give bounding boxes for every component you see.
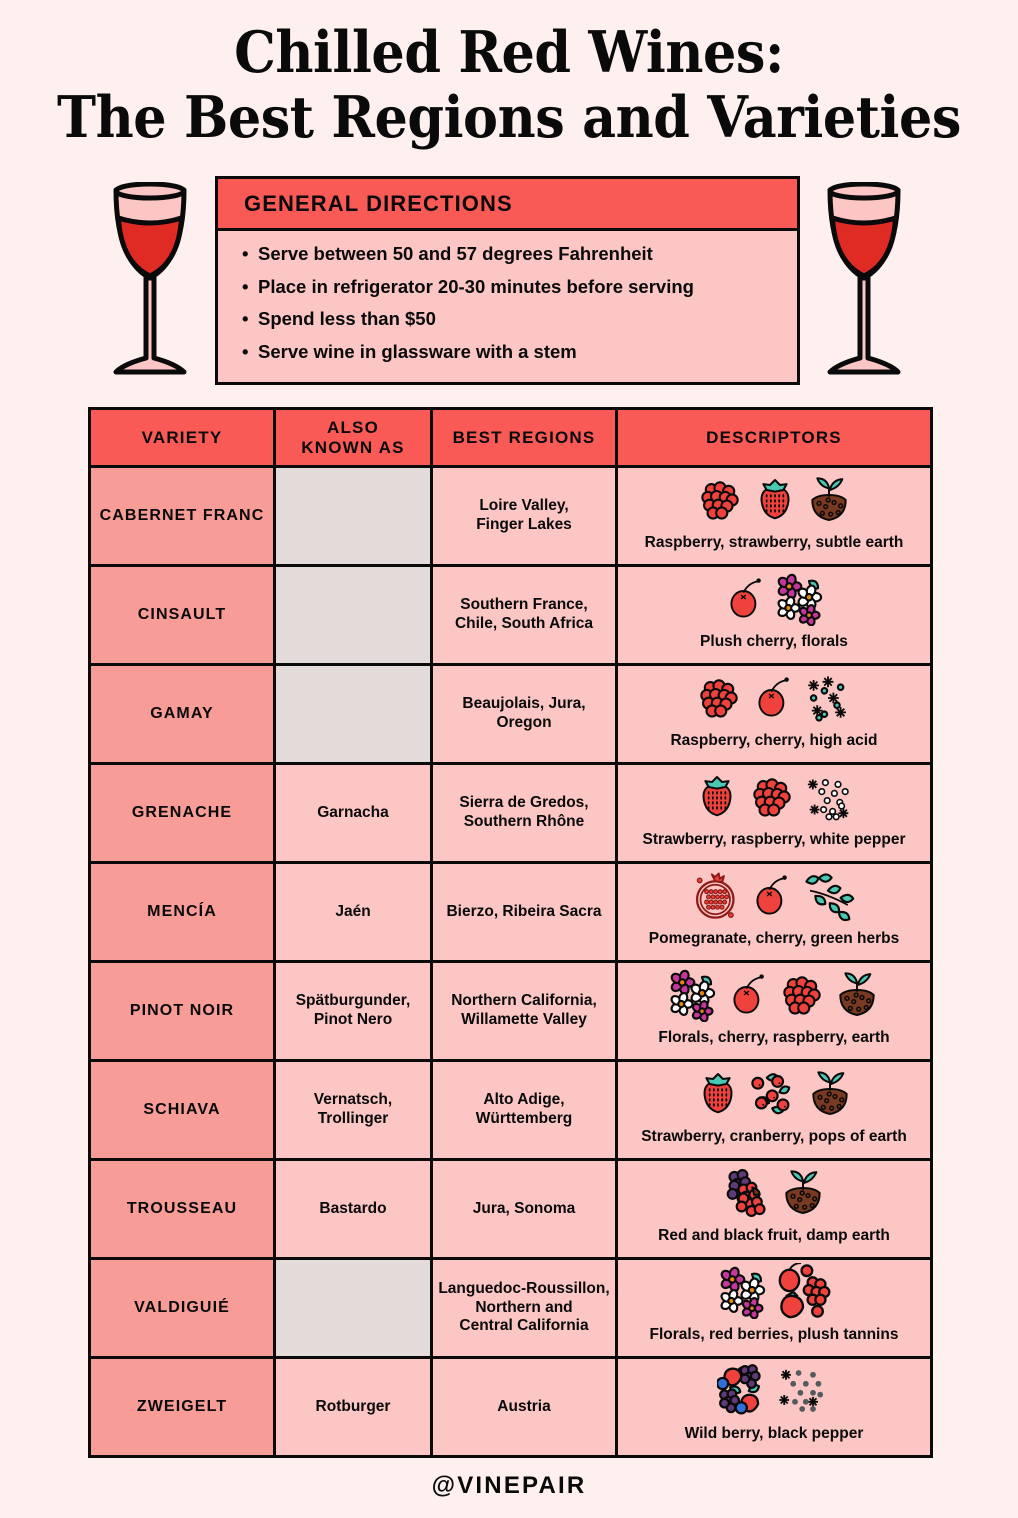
raspberry-icon — [694, 474, 746, 531]
cranberry-icon — [747, 1067, 801, 1126]
cell-best-regions: Northern California, Willamette Valley — [432, 962, 617, 1061]
table-row — [90, 764, 932, 863]
cell-also-known-as: Jaén — [275, 863, 432, 962]
cell-best-regions: Southern France, Chile, South Africa — [432, 566, 617, 665]
title-line-2: The Best Regions and Varieties — [57, 84, 961, 151]
general-directions-title: GENERAL DIRECTIONS — [244, 190, 513, 216]
descriptor-content — [618, 1361, 930, 1454]
cell-descriptors — [617, 764, 932, 863]
table-row — [90, 863, 932, 962]
table-body — [90, 467, 932, 1457]
list-item-label: Place in refrigerator 20-30 minutes before serving — [258, 275, 694, 297]
raspberry-icon — [746, 771, 798, 828]
cell-also-known-as — [275, 1259, 432, 1358]
cell-variety: GRENACHE — [90, 764, 275, 863]
list-item-label: Serve between 50 and 57 degrees Fahrenheit — [258, 243, 653, 264]
cell-variety: ZWEIGELT — [90, 1358, 275, 1457]
page-title — [0, 19, 1018, 151]
cell-variety: PINOT NOIR — [90, 962, 275, 1061]
cell-also-known-as — [275, 665, 432, 764]
cell-best-regions: Bierzo, Ribeira Sacra — [432, 863, 617, 962]
green-herbs-icon — [799, 869, 857, 928]
strawberry-icon — [693, 1068, 743, 1125]
table-row — [90, 1160, 932, 1259]
cell-descriptors — [617, 1259, 932, 1358]
cell-best-regions: Austria — [432, 1358, 617, 1457]
cell-descriptors — [617, 1358, 932, 1457]
column-header-also-known-as — [275, 409, 432, 467]
descriptor-label: Strawberry, raspberry, white pepper — [642, 830, 906, 848]
descriptor-label: Pomegranate, cherry, green herbs — [648, 929, 900, 947]
table-row — [90, 1259, 932, 1358]
descriptor-content — [618, 1163, 930, 1256]
aka-header-line-1: ALSO — [326, 418, 380, 438]
general-directions-list — [218, 231, 797, 361]
descriptor-content — [618, 767, 930, 860]
cell-also-known-as: Garnacha — [275, 764, 432, 863]
cherry-icon — [721, 573, 769, 630]
cell-descriptors — [617, 665, 932, 764]
florals-icon — [716, 1265, 770, 1324]
cell-best-regions: Sierra de Gredos, Southern Rhône — [432, 764, 617, 863]
descriptor-icons — [721, 569, 827, 633]
cell-best-regions: Beaujolais, Jura, Oregon — [432, 665, 617, 764]
cell-descriptors — [617, 962, 932, 1061]
table-row — [90, 1061, 932, 1160]
descriptor-icons — [692, 767, 856, 831]
wine-glass-left-icon — [104, 182, 196, 387]
table-row — [90, 1358, 932, 1457]
cell-best-regions: Jura, Sonoma — [432, 1160, 617, 1259]
descriptor-icons — [666, 965, 882, 1029]
descriptor-label: Raspberry, cherry, high acid — [670, 731, 878, 749]
pomegranate-icon — [691, 869, 743, 928]
cell-descriptors — [617, 1160, 932, 1259]
cherry-icon — [747, 870, 795, 927]
general-directions-box — [215, 176, 800, 385]
descriptor-content — [618, 1064, 930, 1157]
bullet-icon: • — [242, 308, 249, 329]
table-row — [90, 665, 932, 764]
descriptor-content — [618, 470, 930, 563]
cell-variety: GAMAY — [90, 665, 275, 764]
cell-descriptors — [617, 566, 932, 665]
strawberry-icon — [692, 771, 742, 828]
wine-glass-right-icon — [818, 182, 910, 387]
strawberry-icon — [750, 474, 800, 531]
descriptor-label: Wild berry, black pepper — [684, 1424, 864, 1442]
wild-berry-icon — [717, 1362, 773, 1425]
table-header-row — [90, 409, 932, 467]
column-header-best-regions: BEST REGIONS — [432, 409, 617, 467]
table-row — [90, 467, 932, 566]
cell-best-regions: Alto Adige, Württemberg — [432, 1061, 617, 1160]
cell-also-known-as — [275, 566, 432, 665]
list-item — [242, 310, 777, 329]
title-line-1: Chilled Red Wines: — [234, 19, 784, 86]
descriptor-label: Florals, red berries, plush tannins — [649, 1325, 899, 1343]
list-item — [242, 245, 777, 264]
earth-icon — [805, 1068, 855, 1125]
footer-handle: @VINEPAIR — [431, 1472, 587, 1499]
descriptor-label: Florals, cherry, raspberry, earth — [658, 1028, 890, 1046]
cell-variety: CINSAULT — [90, 566, 275, 665]
descriptor-content — [618, 668, 930, 761]
cell-also-known-as: Vernatsch, Trollinger — [275, 1061, 432, 1160]
bullet-icon: • — [242, 275, 249, 297]
earth-icon — [804, 474, 854, 531]
cell-variety: MENCÍA — [90, 863, 275, 962]
cell-also-known-as: Rotburger — [275, 1358, 432, 1457]
descriptor-label: Strawberry, cranberry, pops of earth — [641, 1127, 907, 1145]
cell-also-known-as: Spätburgunder, Pinot Nero — [275, 962, 432, 1061]
cell-also-known-as: Bastardo — [275, 1160, 432, 1259]
general-directions-header — [218, 179, 797, 231]
descriptor-icons — [717, 1361, 831, 1425]
descriptor-content — [618, 866, 930, 959]
red-berries-icon — [774, 1263, 832, 1326]
white-pepper-icon — [802, 770, 856, 829]
list-item — [242, 340, 777, 362]
descriptor-icons — [693, 668, 855, 732]
bullet-icon: • — [242, 243, 249, 264]
cell-also-known-as — [275, 467, 432, 566]
cell-variety: VALDIGUIÉ — [90, 1259, 275, 1358]
descriptor-icons — [720, 1163, 828, 1227]
table-row — [90, 566, 932, 665]
cherry-icon — [749, 672, 797, 729]
cell-variety: SCHIAVA — [90, 1061, 275, 1160]
earth-icon — [778, 1167, 828, 1224]
descriptor-icons — [716, 1262, 832, 1326]
cell-descriptors — [617, 1061, 932, 1160]
bullet-icon: • — [242, 340, 249, 362]
descriptor-content — [618, 1262, 930, 1355]
cherry-icon — [724, 969, 772, 1026]
black-pepper-icon — [777, 1363, 831, 1424]
cell-best-regions: Loire Valley, Finger Lakes — [432, 467, 617, 566]
acid-sparkle-icon — [801, 671, 855, 730]
cell-descriptors — [617, 863, 932, 962]
descriptor-label: Plush cherry, florals — [700, 632, 848, 650]
descriptor-icons — [691, 866, 857, 930]
florals-icon — [773, 572, 827, 631]
list-item-label: Serve wine in glassware with a stem — [258, 340, 577, 362]
list-item-label: Spend less than $50 — [258, 308, 436, 329]
column-header-descriptors: DESCRIPTORS — [617, 409, 932, 467]
raspberry-icon — [776, 969, 828, 1026]
descriptor-content — [618, 569, 930, 662]
descriptor-icons — [693, 1064, 855, 1128]
descriptor-icons — [694, 470, 854, 534]
aka-header-line-2: KNOWN AS — [301, 437, 405, 457]
raspberry-icon — [693, 672, 745, 729]
cell-variety: CABERNET FRANC — [90, 467, 275, 566]
table-header — [90, 409, 932, 467]
cell-best-regions: Languedoc-Roussillon, Northern and Central California — [432, 1259, 617, 1358]
cell-descriptors — [617, 467, 932, 566]
list-item — [242, 275, 777, 297]
cell-variety: TROUSSEAU — [90, 1160, 275, 1259]
descriptor-content — [618, 965, 930, 1058]
red-black-fruit-icon — [720, 1165, 774, 1226]
column-header-variety: VARIETY — [90, 409, 275, 467]
earth-icon — [832, 969, 882, 1026]
florals-icon — [666, 968, 720, 1027]
descriptor-label: Red and black fruit, damp earth — [658, 1226, 890, 1244]
table-row — [90, 962, 932, 1061]
wine-varieties-table — [88, 407, 933, 1458]
descriptor-label: Raspberry, strawberry, subtle earth — [644, 533, 904, 551]
